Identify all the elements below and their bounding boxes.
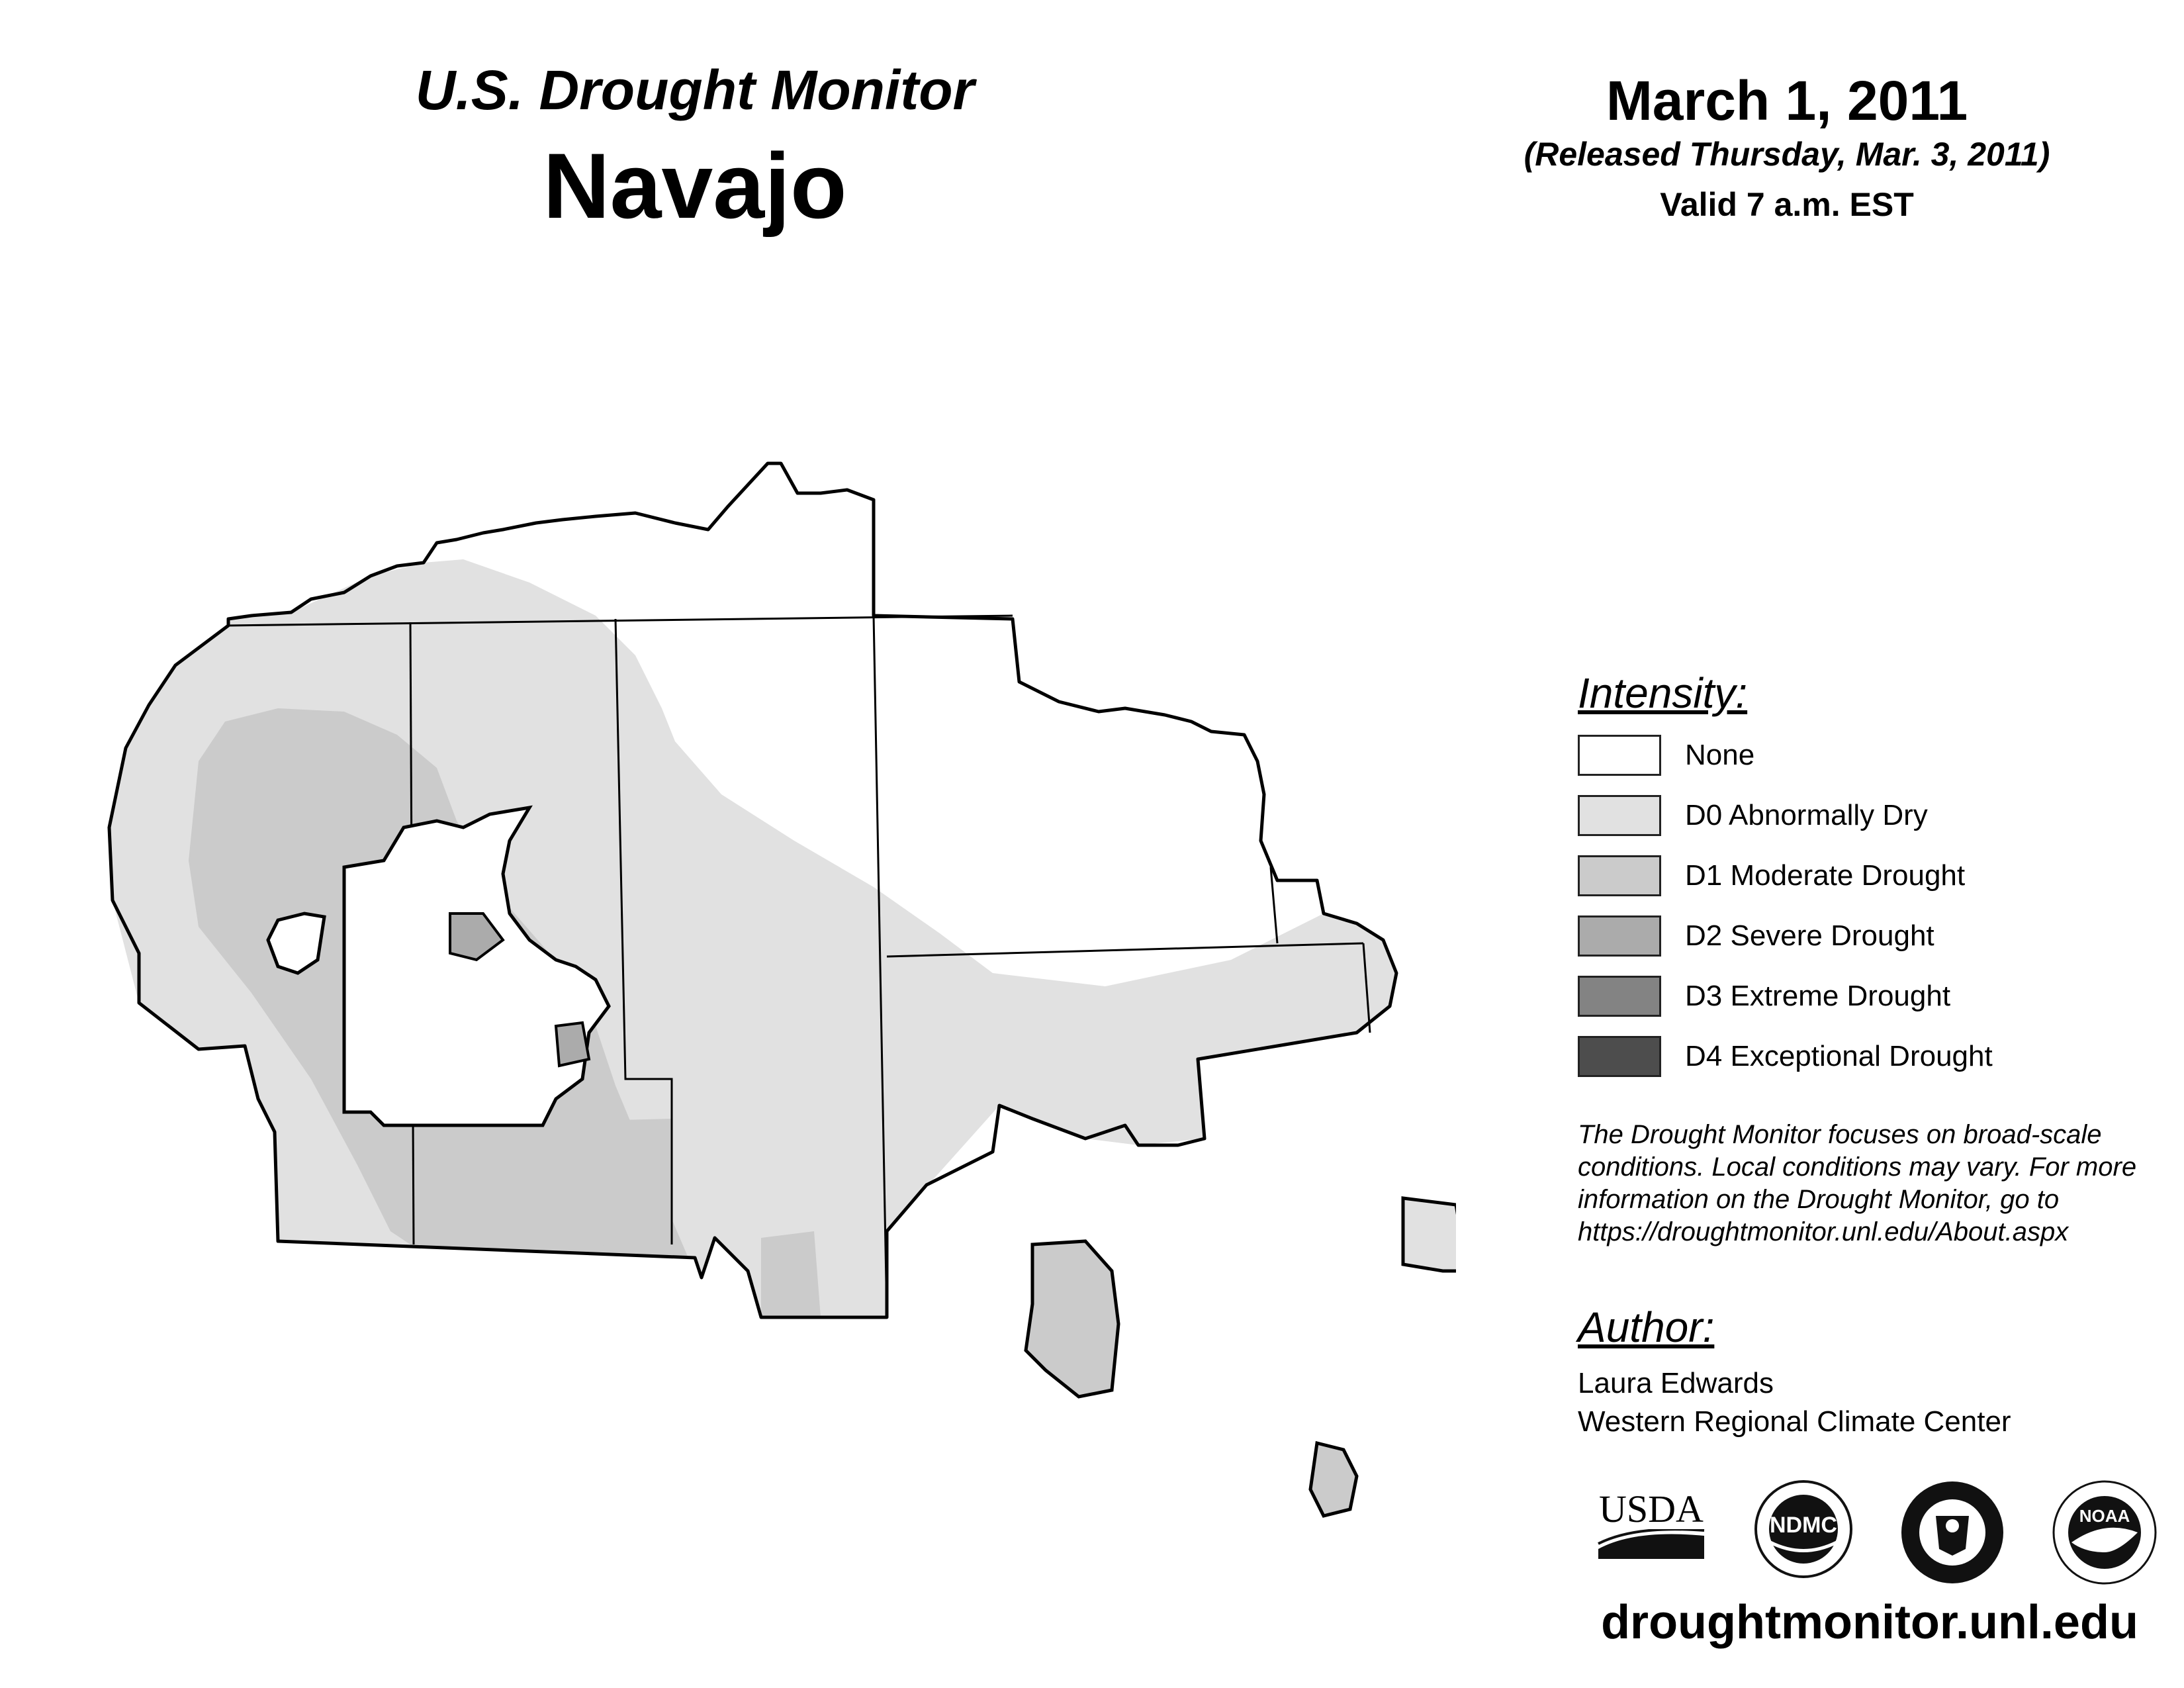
ndmc-logo-text: NDMC [1770, 1513, 1837, 1538]
legend-label: D4 Exceptional Drought [1685, 1040, 1993, 1072]
valid-time: Valid 7 a.m. EST [1660, 186, 1914, 223]
map-title: Navajo [543, 134, 847, 238]
legend-swatch [1578, 915, 1661, 957]
enclave-canoncito [1026, 1241, 1118, 1397]
map-date: March 1, 2011 [1606, 70, 1968, 132]
footer-url-link[interactable]: droughtmonitor.unl.edu [1601, 1596, 2138, 1649]
map-subtitle: U.S. Drought Monitor [415, 59, 975, 121]
enclave-alamo [1310, 1443, 1357, 1516]
legend-title: Intensity: [1578, 669, 1748, 717]
enclave-ramah [1403, 1198, 1456, 1271]
legend-swatch [1578, 795, 1661, 836]
disclaimer-line: information on the Drought Monitor, go to [1578, 1185, 2060, 1214]
usda-logo-text: USDA [1599, 1487, 1704, 1530]
legend-swatch [1578, 855, 1661, 896]
noaa-logo-text: NOAA [2079, 1506, 2130, 1526]
legend-label: None [1685, 739, 1755, 771]
disclaimer-line: conditions. Local conditions may vary. For more [1578, 1152, 2137, 1182]
legend-label: D0 Abnormally Dry [1685, 799, 1928, 831]
legend-label: D3 Extreme Drought [1685, 980, 1951, 1012]
legend-label: D2 Severe Drought [1685, 919, 1934, 952]
commerce-seal-icon [1899, 1479, 2005, 1585]
legend-swatch [1578, 735, 1661, 776]
disclaimer [1578, 1119, 2173, 1248]
legend-label: D1 Moderate Drought [1685, 859, 1966, 892]
usda-wave-icon [1595, 1529, 1707, 1562]
author-title: Author: [1578, 1303, 1715, 1351]
disclaimer-link[interactable]: https://droughtmonitor.unl.edu/About.aspx [1578, 1217, 2069, 1246]
noaa-seal-icon [2052, 1479, 2158, 1585]
commerce-logo [1899, 1479, 2005, 1585]
legend-swatch [1578, 976, 1661, 1017]
author-name: Laura Edwards [1578, 1367, 1774, 1399]
legend-swatch [1578, 1036, 1661, 1077]
ndmc-logo [1754, 1479, 1853, 1579]
usda-logo [1595, 1489, 1707, 1562]
release-date: (Released Thursday, Mar. 3, 2011) [1524, 136, 2050, 173]
noaa-logo [2052, 1479, 2158, 1585]
author-organization: Western Regional Climate Center [1578, 1405, 2011, 1438]
disclaimer-line: The Drought Monitor focuses on broad-scale [1578, 1120, 2102, 1149]
